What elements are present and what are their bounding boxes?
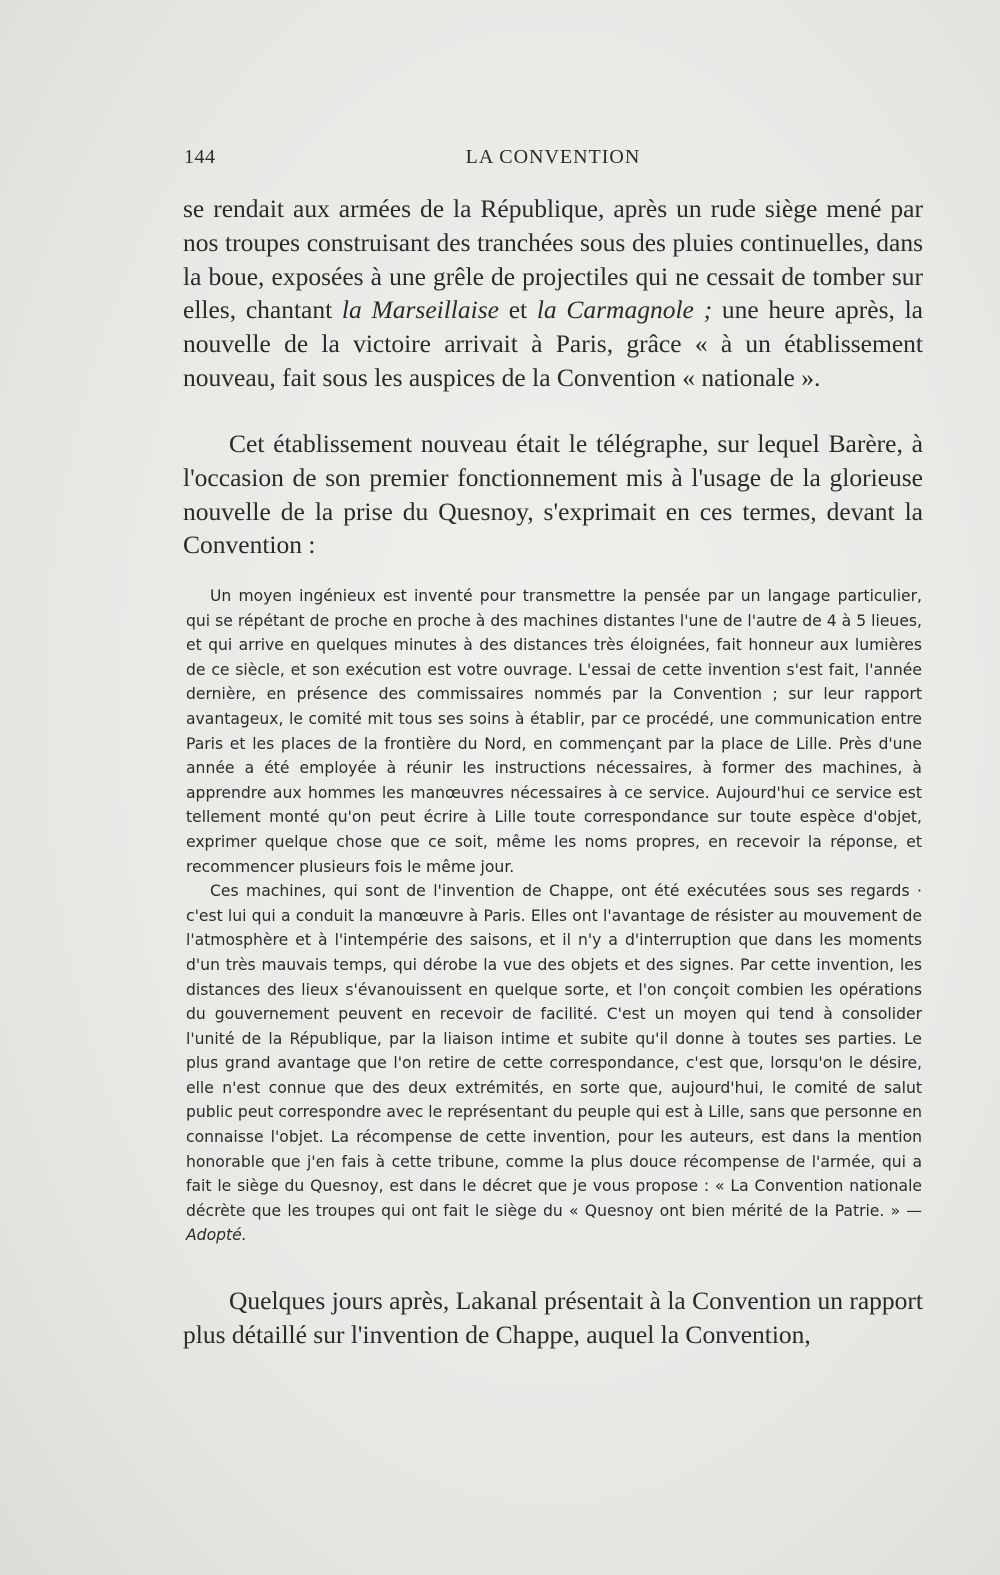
quote-paragraph-2-text: Ces machines, qui sont de l'invention de Chappe, ont été exécutées sous ses regards · c'est lui qui a conduit la manœuvre à Paris. Elles ont l'avantage de résister au mouvement de l'atmosphère et à l'intempérie des saisons, et il n'y a d'interruption que dans les moments d'un très mauvais temps, qui dérobe la vue des objets et des signes. Par cette invention, les distances des lieux s'évanouissent en quelque sorte, et l'on conçoit combien les opérations du gouvernement peuvent en recevoir de facilité. C'est un moyen qui tend à consolider l'unité de la République, par la liaison intime et subite qu'il donne à toutes ses parties. Le plus grand avantage que l'on retire de cette correspondance, c'est que, lorsqu'on le désire, elle n'est connue que des deux extrémités, en sorte que, aujourd'hui, le comité de salut public peut correspondre avec le représentant du peuple qui est à Lille, sans que personne en connaisse l'objet. La récompense de cette invention, pour les auteurs, est dans la mention honorable que j'en fais à cette tribune, comme la plus douce récompense de l'armée, qui a fait le siège du Quesnoy, est dans le décret que je vous propose : « La Convention nationale décrète que les troupes qui ont fait le siège du « Quesnoy ont bien mérité de la Patrie. » — [186,882,922,1220]
page-header [184,146,922,176]
paragraph-1-italic-marseillaise: la Marseillaise [341,295,499,325]
quote-adopte: Adopté. [186,1226,247,1245]
paragraph-3-text: Quelques jours après, Lakanal présentait à la Convention un rapport plus détaillé sur l'invention de Chappe, auquel la Convention, [183,1286,923,1349]
body-paragraph-2 [183,427,923,562]
quote-paragraph-2 [186,879,922,1248]
paragraph-1-text: se rendait aux armées de la République, après un rude siège mené par nos troupes construisant des tranchées sous des pluies continuelles, dans la boue, exposées à une grêle de projectiles qui ne cessait de tomber sur elles, chantant [183,194,923,325]
paragraph-1-mid: et [498,295,537,325]
block-quote [186,584,922,1248]
page-number: 144 [184,146,216,168]
running-title: LA CONVENTION [465,146,641,168]
body-paragraph-3 [183,1284,923,1352]
body-paragraph-1 [183,192,923,395]
paragraph-1-end: une heure après, la nouvelle de la victoire arrivait à Paris, grâce « à un établissement nouveau, fait sous les auspices de la Convention « nationale ». [183,295,923,392]
paragraph-2-text: Cet établissement nouveau était le télégraphe, sur lequel Barère, à l'occasion de son premier fonctionnement mis à l'usage de la glorieuse nouvelle de la prise du Quesnoy, s'exprimait en ces termes, devant la Convention : [183,429,923,560]
quote-paragraph-1: Un moyen ingénieux est inventé pour transmettre la pensée par un langage particulier, qui se répétant de proche en proche à des machines distantes l'une de l'autre de 4 à 5 lieues, et qui arrive en quelques minutes à des distances très éloignées, fait honneur aux lumières de ce siècle, et son exécution est votre ouvrage. L'essai de cette invention s'est fait, l'année dernière, en présence des commissaires nommés par la Convention ; sur leur rapport avantageux, le comité mit tous ses soins à établir, par ce procédé, une communication entre Paris et les places de la frontière du Nord, en commençant par la place de Lille. Près d'une année a été employée à réunir les instructions nécessaires, à former des machines, à apprendre aux hommes les manœuvres nécessaires à ce service. Aujourd'hui ce service est tellement monté qu'on peut écrire à Lille toute correspondance sur toute espèce d'objet, exprimer quelque chose que ce soit, même les noms propres, en recevoir la réponse, et recommencer plusieurs fois le même jour. [186,587,922,876]
paragraph-1-italic-carmagnole: la Carmagnole ; [536,295,713,325]
